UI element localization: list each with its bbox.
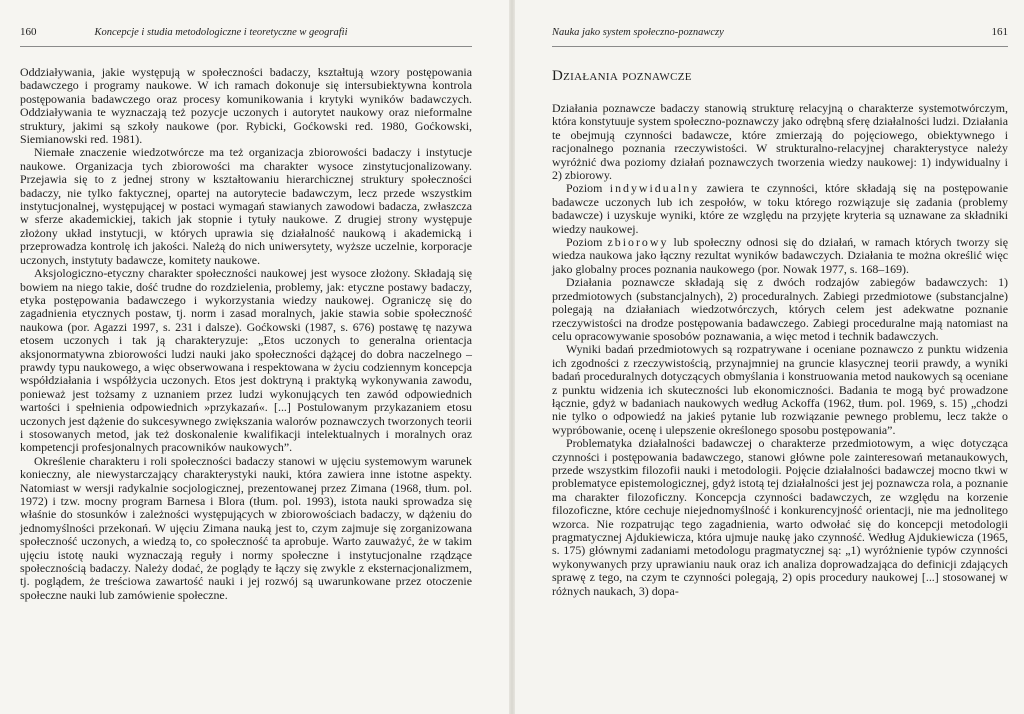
paragraph-text: Poziom [566,181,610,196]
right-body-text [552,102,1008,598]
left-running-title: Koncepcje i studia metodologiczne i teoretyczne w geografii [94,27,348,38]
right-paragraph-2 [552,182,1008,236]
right-paragraph-3 [552,236,1008,276]
right-paragraph-4: Działania poznawcze składają się z dwóch rodzajów zabiegów badawczych: 1) przedmiotowych (substancjalnych), 2) proceduralnych. Zabiegi przedmiotowe (substancjalne) polegają na działaniach wiedzotwórczych, których celem jest adekwatne poznanie rzeczywistości na drodze postępowania badawczego. Zabiegi proceduralne mają natomiast na celu opracowywanie sposobów poznawania, a więc metod i technik badawczych. [552,275,1008,343]
book-gutter [509,0,515,714]
right-paragraph-6: Problematyka działalności badawczej o charakterze przedmiotowym, a więc dotycząca czynności i postępowania badawczego, stanowi główne pole zainteresowań metanaukowych, przede wszystkim filozofii nauki i metodologii. Pojęcie działalności badawczej mocno tkwi w problematyce epistemologicznej, gdyż istotą tej działalności jest jej poznawcza rola, a poznanie ma charakter filozoficzny. Koncepcja czynności badawczych, ze względu na korzenie filozoficzne, które cechuje niejednomyślność i konkurencyjność orientacji, nie ma jednolitego wzorca. Nie rozpatrując tego zagadnienia, warto odwołać się do koncepcji metodologii pragmatycznej Ajdukiewicza, która ujmuje naukę jako czynność. Według Ajdukiewicza (1965, s. 175) głównymi zadaniami metodologu pragmatycznej są: „1) wyróżnienie typów czynności wykonywanych przy uprawianiu nauk oraz ich analiza doprowadzająca do definicji zdających sprawę z tego, na czym te czynności polegają, 2) opis procedury naukowej [...] stosowanej w różnych naukach, 3) dopa- [552,436,1008,598]
section-heading: Działania poznawcze [552,68,692,84]
spaced-term: indywidualny [609,181,700,196]
right-page [512,0,1024,714]
left-paragraph-2: Niemałe znaczenie wiedzotwórcze ma też organizacja zbiorowości badaczy i instytucje naukowe. Organizacja tych zbiorowości ma charakter wysoce zinstytucjonalizowany. Przejawia się to z jednej strony w kształtowaniu hierarchicznej struktury społeczności badaczy, nie tylko faktycznej, opartej na autorytecie badawczym, lecz przede wszystkim instytucjonalnej, występującej w postaci wymagań stawianych zawodowi badacza, zwłaszcza w sferze akademickiej, takich jak stopnie i tytuły naukowe. Z drugiej strony występuje złożony układ instytucji, w których uprawia się działalność naukową i akademicką i przeprowadza kontrolę ich jakości. Należą do nich uniwersytety, wyższe uczelnie, korporacje uczonych, instytuty badawcze, komitety naukowe. [20,145,472,267]
paragraph-text: zawiera te czynności, które składają się na postępowanie badawcze uczonych lub ich zespołów, w toku którego rozwiązuje się zadania (problemy badawcze) i uzyskuje wyniki, które ze względu na przyjęte kryteria są uznawane za składniki wiedzy naukowej. [552,181,1008,236]
left-paragraph-1: Oddziaływania, jakie występują w społeczności badaczy, kształtują wzory postępowania badawczego i programy naukowe. W ich ramach dokonuje się intersubiektywna kontrola postępowania badawczego oraz procesy komunikowania i krytyki wyników badawczych. Oddziaływania te wyznaczają też pozycje uczonych i autorytet naukowy oraz nieformalne struktury, jakimi są szkoły naukowe (por. Rybicki, Goćkowski red. 1980, Goćkowski, Siemianowski red. 1981). [20,65,472,147]
paragraph-text: Poziom [566,235,608,250]
left-page-number: 160 [20,26,37,38]
left-running-head [20,26,472,47]
left-paragraph-3: Aksjologiczno-etyczny charakter społeczności naukowej jest wysoce złożony. Składają się bowiem na niego takie, dość trudne do rozdzielenia, problemy, jak: etyczne postawy badaczy, etyka postępowania badawczego i wykorzystania wiedzy naukowej. Ograniczę się do zagadnienia etycznych postaw, tj. norm i zasad moralnych, jakie stawia sobie społeczność naukowa (por. Agazzi 1997, s. 231 i dalsze). Goćkowski (1987, s. 676) postawę tę nazywa etosem uczonych i tak ją charakteryzuje: „Etos uczonych to generalna orientacja aksjonormatywna zbiorowości ludzi nauki jako społeczności dążącej do dobra naczelnego – prawdy typu naukowego, a więc obserwowana i respektowana w życiu codziennym koncepcja współdziałania i współżycia uczonych. Etos jest doktryną i praktyką wykonywania zawodu, ponieważ jest tożsamy z uznaniem przez ludzi wykonujących ten zawód odpowiednich wartości i spełnienia odpowiednich »przykazań«. [...] Postulowanym przykazaniem etosu uczonych jest dążenie do sukcesywnego zwiększania walorów poznawczych tworzonych teorii i stosowanych metod, jak też doskonalenie kwalifikacji intelektualnych i moralnych oraz kompetencji profesjonalnych pracowników naukowych”. [20,266,473,455]
left-body-text [20,66,472,602]
paragraph-text: lub społeczny odnosi się do działań, w ramach których tworzy się wiedza naukowa jako łączny rezultat wyników badawczych. Działania te można określić więc jako globalny proces poznania naukowego (por. Nowak 1977, s. 168–169). [552,235,1008,276]
right-page-number: 161 [991,26,1008,38]
spaced-term: zbiorowy [607,235,669,250]
right-paragraph-5: Wyniki badań przedmiotowych są rozpatrywane i oceniane poznawczo z punktu widzenia ich zgodności z rzeczywistością, przynajmniej na gruncie klasycznej teorii prawdy, a wyniki badań proceduralnych dotyczących obmyślania i konstruowania metod naukowych są oceniane z punktu widzenia ich skuteczności lub ekonomiczności. Badania te mogą być prowadzone łącznie, gdyż w badaniach naukowych według Ackoffa (1962, tłum. pol. 1969, s. 15) „chodzi nie tylko o odpowiedź na jakieś pytanie lub rozwiązanie pewnego problemu, lecz także o wypróbowanie, ocenę i ulepszenie określonego sposobu postępowania”. [552,342,1008,437]
right-paragraph-1: Działania poznawcze badaczy stanowią strukturę relacyjną o charakterze systemotwórczym, która konstytuuje system społeczno-poznawczy jako odrębną sferę działalności ludzi. Działania te obejmują czynności badawcze, które zmierzają do pojęciowego, obiektywnego i racjonalnego poznania rzeczywistości. W strukturalno-relacyjnej charakterystyce należy wyróżnić dwa poziomy działań poznawczych tworzenia wiedzy naukowej: 1) indywidualny i 2) zbiorowy. [552,101,1008,183]
left-paragraph-4: Określenie charakteru i roli społeczności badaczy stanowi w ujęciu systemowym warunek konieczny, ale niewystarczający charakterystyki nauki, która zawiera inne istotne aspekty. Natomiast w wersji radykalnie socjologicznej, prezentowanej przez Zimana (1968, tłum. pol. 1972) i tzw. mocny program Barnesa i Blora (tłum. pol. 1993), istota nauki sprowadza się właśnie do stosunków i zależności występujących w zbiorowościach badaczy, w dążeniu do jednomyślności przekonań. W ujęciu Zimana nauką jest to, czym zajmuje się zorganizowana społeczność uczonych, a wiedzą to, co społeczność ta aprobuje. Warto zauważyć, że w takim ujęciu istotę nauki wyznaczają reguły i normy społeczne i instytucjonalne rządzące społecznością badaczy. Należy dodać, że poglądy te łączy się zwykle z eksternacjonalizmem, tj. poglądem, że treściowa zawartość nauki i jej rozwój są uwarunkowane przez otoczenie społeczne nauki lub zamówienie społeczne. [20,453,472,602]
right-running-title: Nauka jako system społeczno-poznawczy [552,27,724,38]
right-running-head [552,26,1008,47]
